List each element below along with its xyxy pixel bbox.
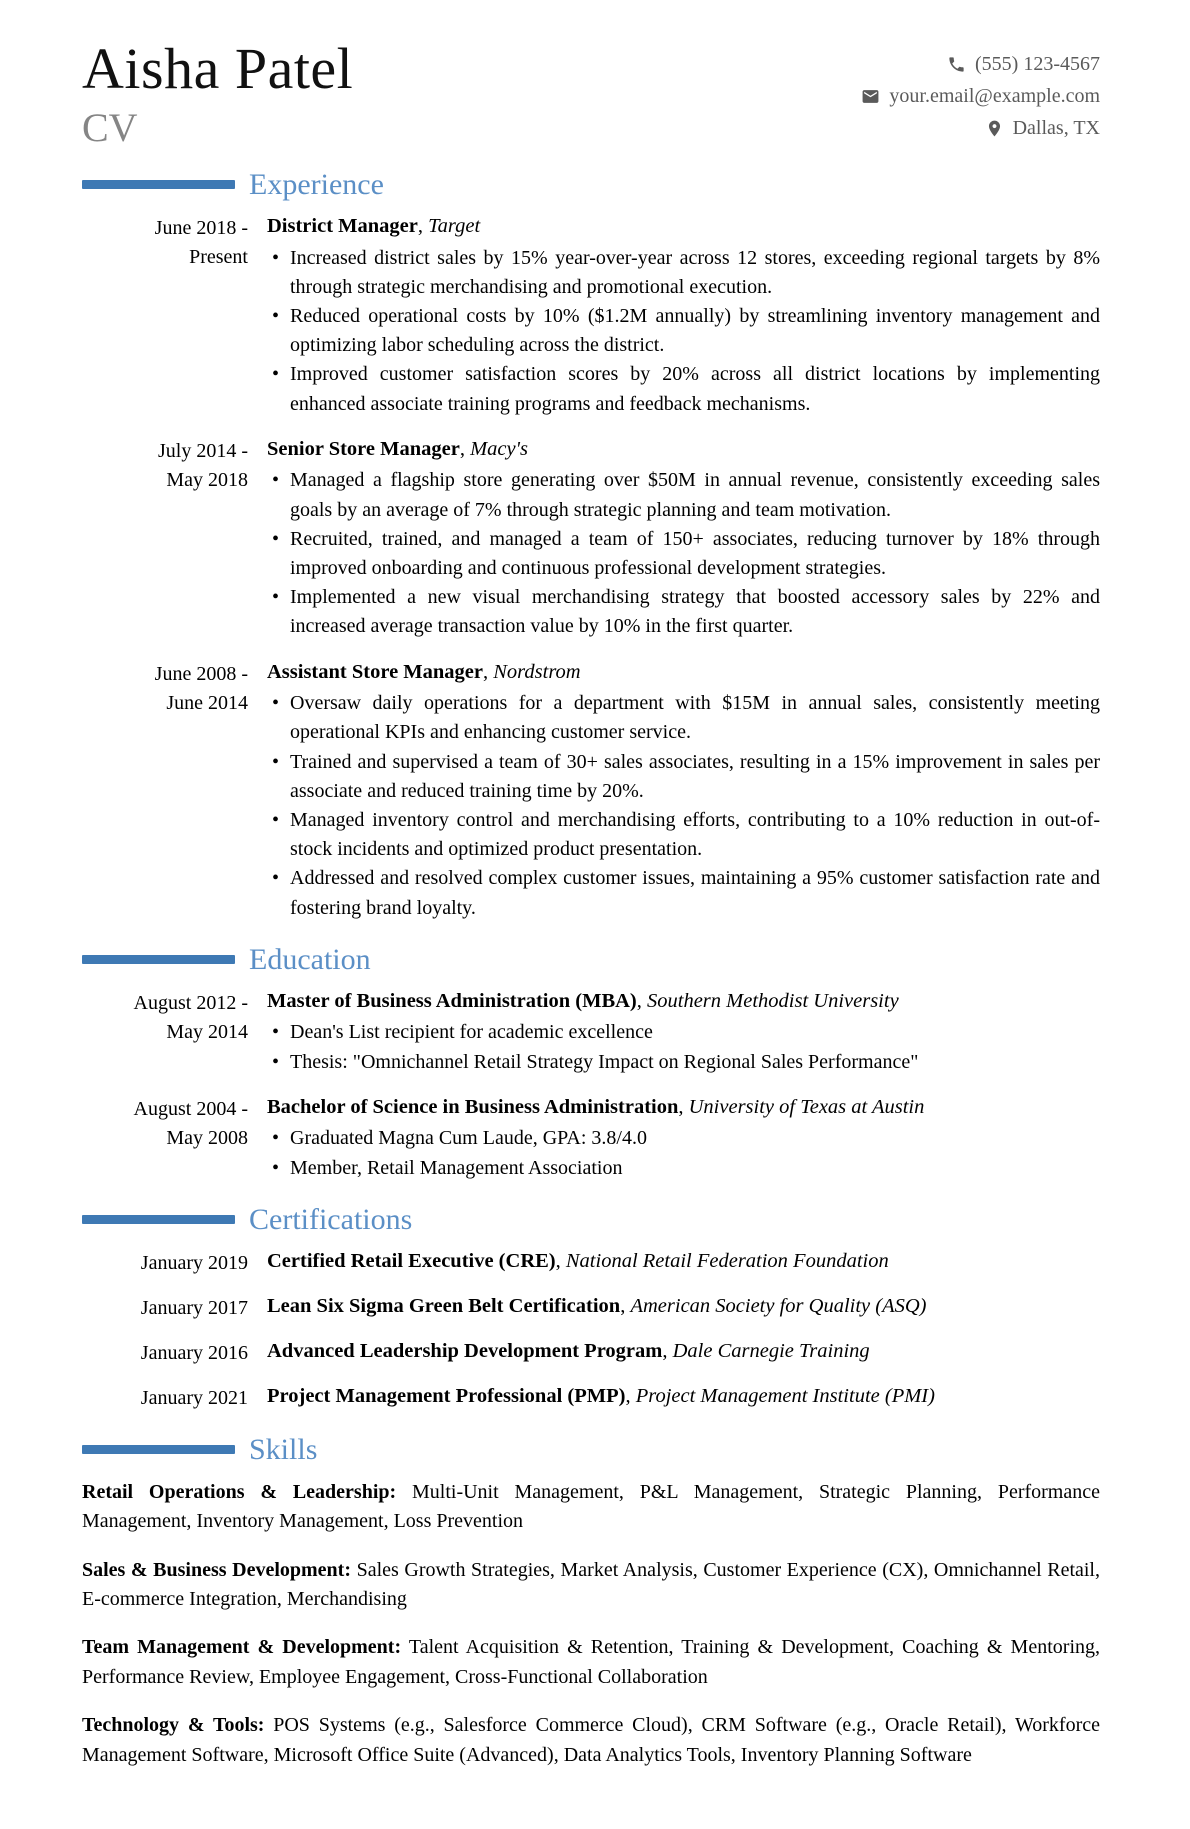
experience-entry (82, 436, 1100, 642)
entry-body (267, 1248, 1100, 1278)
bullet-item: • Managed a flagship store generating over $50M in annual revenue, consistently exceeding sales goals by an average of 7% through strategic planning and team motivation. (267, 466, 1100, 524)
phone-number: (555) 123-4567 (975, 52, 1100, 75)
entry-body (267, 436, 1100, 642)
entry-dates (82, 436, 248, 642)
entry-body (267, 1338, 1100, 1368)
issuer-name: National Retail Federation Foundation (565, 1249, 889, 1272)
skills-group-items: Sales Growth Strategies, Market Analysis, Customer Experience (CX), Omnichannel Retail, E-commerce Integration, Merchandising (82, 1558, 1100, 1611)
company-name: Macy's (470, 437, 528, 460)
separator: , (459, 437, 471, 460)
entry-titleline (267, 1293, 1100, 1321)
section-title: Education (249, 942, 371, 976)
entry-dates (82, 1094, 248, 1183)
skills-group (82, 1478, 1100, 1537)
entry-titleline (267, 988, 1100, 1016)
location-pin-icon (985, 119, 1004, 138)
skills-group (82, 1711, 1100, 1770)
skills-group-items: Multi-Unit Management, P&L Management, Strategic Planning, Performance Management, Inventory Management, Loss Prevention (82, 1480, 1100, 1533)
cert-date: January 2019 (140, 1251, 248, 1274)
date-end: May 2018 (166, 468, 248, 491)
bullet-list (267, 1124, 1100, 1182)
certification-title: Project Management Professional (PMP) (267, 1384, 626, 1407)
bullet-item: • Thesis: "Omnichannel Retail Strategy Impact on Regional Sales Performance" (267, 1048, 1100, 1077)
entry-dates (82, 659, 248, 923)
bullet-item: • Reduced operational costs by 10% ($1.2M annually) by streamlining inventory management and optimizing labor scheduling across the district. (267, 302, 1100, 360)
skills-group-items: POS Systems (e.g., Salesforce Commerce Cloud), CRM Software (e.g., Oracle Retail), Workforce Management Software, Microsoft Office Suite (Advanced), Data Analytics Tools, Inventory Planning Software (82, 1714, 1100, 1766)
skills-group-label: Technology & Tools: (82, 1714, 265, 1737)
cert-date: January 2021 (140, 1386, 248, 1409)
cv-label: CV (82, 105, 138, 150)
entry-dates (82, 1248, 248, 1278)
date-start: June 2018 - (154, 217, 248, 239)
section-accent-bar (82, 955, 235, 964)
certification-entry (82, 1293, 1100, 1323)
date-end: May 2008 (166, 1126, 248, 1149)
bullet-item: • Implemented a new visual merchandising strategy that boosted accessory sales by 22% and increased average transaction value by 10% in the first quarter. (267, 583, 1100, 641)
job-title: Senior Store Manager (267, 437, 460, 460)
education-entry (82, 988, 1100, 1077)
skills-group-label: Sales & Business Development: (82, 1558, 351, 1581)
separator: , (678, 1095, 689, 1118)
entry-body (267, 659, 1100, 923)
contact-block (861, 40, 1100, 144)
entry-titleline (267, 1383, 1100, 1411)
date-end: June 2014 (166, 691, 248, 714)
entry-body (267, 1293, 1100, 1323)
certification-title: Advanced Leadership Development Program (267, 1339, 663, 1362)
skills-group (82, 1556, 1100, 1615)
date-start: June 2008 - (154, 662, 248, 685)
entry-body (267, 1094, 1100, 1183)
separator: , (636, 989, 648, 1012)
separator: , (555, 1249, 566, 1272)
bullet-item: • Graduated Magna Cum Laude, GPA: 3.8/4.0 (267, 1124, 1100, 1153)
separator: , (483, 660, 494, 683)
location-row (861, 112, 1100, 144)
cert-date: January 2016 (140, 1341, 248, 1364)
entry-body (267, 213, 1100, 419)
section-heading (82, 1433, 1100, 1466)
section-experience (82, 168, 1100, 923)
section-heading (82, 168, 1100, 201)
entry-body (267, 1383, 1100, 1413)
bullet-item: • Dean's List recipient for academic excellence (267, 1018, 1100, 1047)
date-start: August 2012 - (133, 991, 248, 1014)
school-name: University of Texas at Austin (688, 1095, 925, 1118)
bullet-item: • Improved customer satisfaction scores by 20% across all district locations by implementing enhanced associate training programs and feedback mechanisms. (267, 360, 1100, 418)
company-name: Nordstrom (493, 660, 581, 683)
bullet-list (267, 689, 1100, 923)
degree-title: Master of Business Administration (MBA) (267, 989, 637, 1012)
job-title: District Manager (267, 215, 418, 237)
email-address: your.email@example.com (889, 84, 1100, 107)
bullet-item: • Recruited, trained, and managed a team of 150+ associates, reducing turnover by 18% through improved onboarding and continuous professional development strategies. (267, 525, 1100, 583)
entry-dates (82, 213, 248, 419)
location-text: Dallas, TX (1012, 116, 1100, 139)
experience-entry (82, 659, 1100, 923)
separator: , (620, 1294, 631, 1317)
phone-icon (947, 55, 966, 74)
school-name: Southern Methodist University (647, 989, 899, 1012)
section-title: Certifications (249, 1202, 413, 1236)
cert-date: January 2017 (140, 1296, 248, 1319)
entry-titleline (267, 1248, 1100, 1276)
date-start: July 2014 - (158, 439, 248, 462)
degree-title: Bachelor of Science in Business Administration (267, 1095, 679, 1118)
person-name: Aisha Patel (82, 36, 354, 101)
entry-dates (82, 1338, 248, 1368)
date-end: May 2014 (166, 1020, 248, 1043)
section-heading (82, 943, 1100, 976)
skills-group-label: Retail Operations & Leadership: (82, 1480, 397, 1503)
bullet-item: • Member, Retail Management Association (267, 1154, 1100, 1183)
entry-titleline (267, 1338, 1100, 1366)
date-start: August 2004 - (133, 1097, 248, 1120)
phone-row (861, 48, 1100, 80)
issuer-name: Dale Carnegie Training (672, 1339, 870, 1362)
entry-dates (82, 1383, 248, 1413)
bullet-item: • Trained and supervised a team of 30+ sales associates, resulting in a 15% improvement in sales per associate and reduced training time by 20%. (267, 748, 1100, 806)
certification-entry (82, 1338, 1100, 1368)
certification-entry (82, 1383, 1100, 1413)
certification-title: Certified Retail Executive (CRE) (267, 1249, 556, 1272)
envelope-icon (861, 87, 880, 106)
email-row (861, 80, 1100, 112)
issuer-name: American Society for Quality (ASQ) (630, 1294, 927, 1317)
company-name: Target (428, 215, 481, 237)
entry-dates (82, 1293, 248, 1323)
entry-titleline (267, 436, 1100, 464)
bullet-item: • Addressed and resolved complex customer issues, maintaining a 95% customer satisfaction rate and fostering brand loyalty. (267, 864, 1100, 922)
bullet-item: • Increased district sales by 15% year-over-year across 12 stores, exceeding regional targets by 8% through strategic merchandising and promotional execution. (267, 244, 1100, 302)
skills-group-items: Talent Acquisition & Retention, Training & Development, Coaching & Mentoring, Performance Review, Employee Engagement, Cross-Functional Collaboration (82, 1636, 1100, 1688)
bullet-list (267, 244, 1100, 419)
section-education (82, 943, 1100, 1183)
header (82, 36, 1100, 150)
section-accent-bar (82, 180, 235, 189)
certification-entry (82, 1248, 1100, 1278)
bullet-item: • Managed inventory control and merchandising efforts, contributing to a 10% reduction in out-of-stock incidents and optimized product presentation. (267, 806, 1100, 864)
issuer-name: Project Management Institute (PMI) (635, 1384, 935, 1407)
section-title: Skills (249, 1432, 318, 1466)
section-certifications (82, 1203, 1100, 1413)
entry-titleline (267, 1094, 1100, 1122)
section-heading (82, 1203, 1100, 1236)
entry-dates (82, 988, 248, 1077)
skills-group-label: Team Management & Development: (82, 1636, 402, 1659)
bullet-list (267, 1018, 1100, 1076)
identity-block (82, 36, 354, 150)
entry-titleline (267, 213, 1100, 241)
skills-group (82, 1633, 1100, 1692)
entry-body (267, 988, 1100, 1077)
section-accent-bar (82, 1445, 235, 1454)
section-skills (82, 1433, 1100, 1770)
entry-titleline (267, 659, 1100, 687)
section-title: Experience (249, 168, 384, 201)
separator: , (625, 1384, 636, 1407)
bullet-item: • Oversaw daily operations for a department with $15M in annual sales, consistently meeting operational KPIs and enhancing customer service. (267, 689, 1100, 747)
date-end: Present (189, 246, 248, 268)
education-entry (82, 1094, 1100, 1183)
separator: , (662, 1339, 673, 1362)
job-title: Assistant Store Manager (267, 660, 483, 683)
certification-title: Lean Six Sigma Green Belt Certification (267, 1294, 621, 1317)
bullet-list (267, 466, 1100, 641)
separator: , (417, 215, 429, 237)
experience-entry (82, 213, 1100, 419)
section-accent-bar (82, 1215, 235, 1224)
